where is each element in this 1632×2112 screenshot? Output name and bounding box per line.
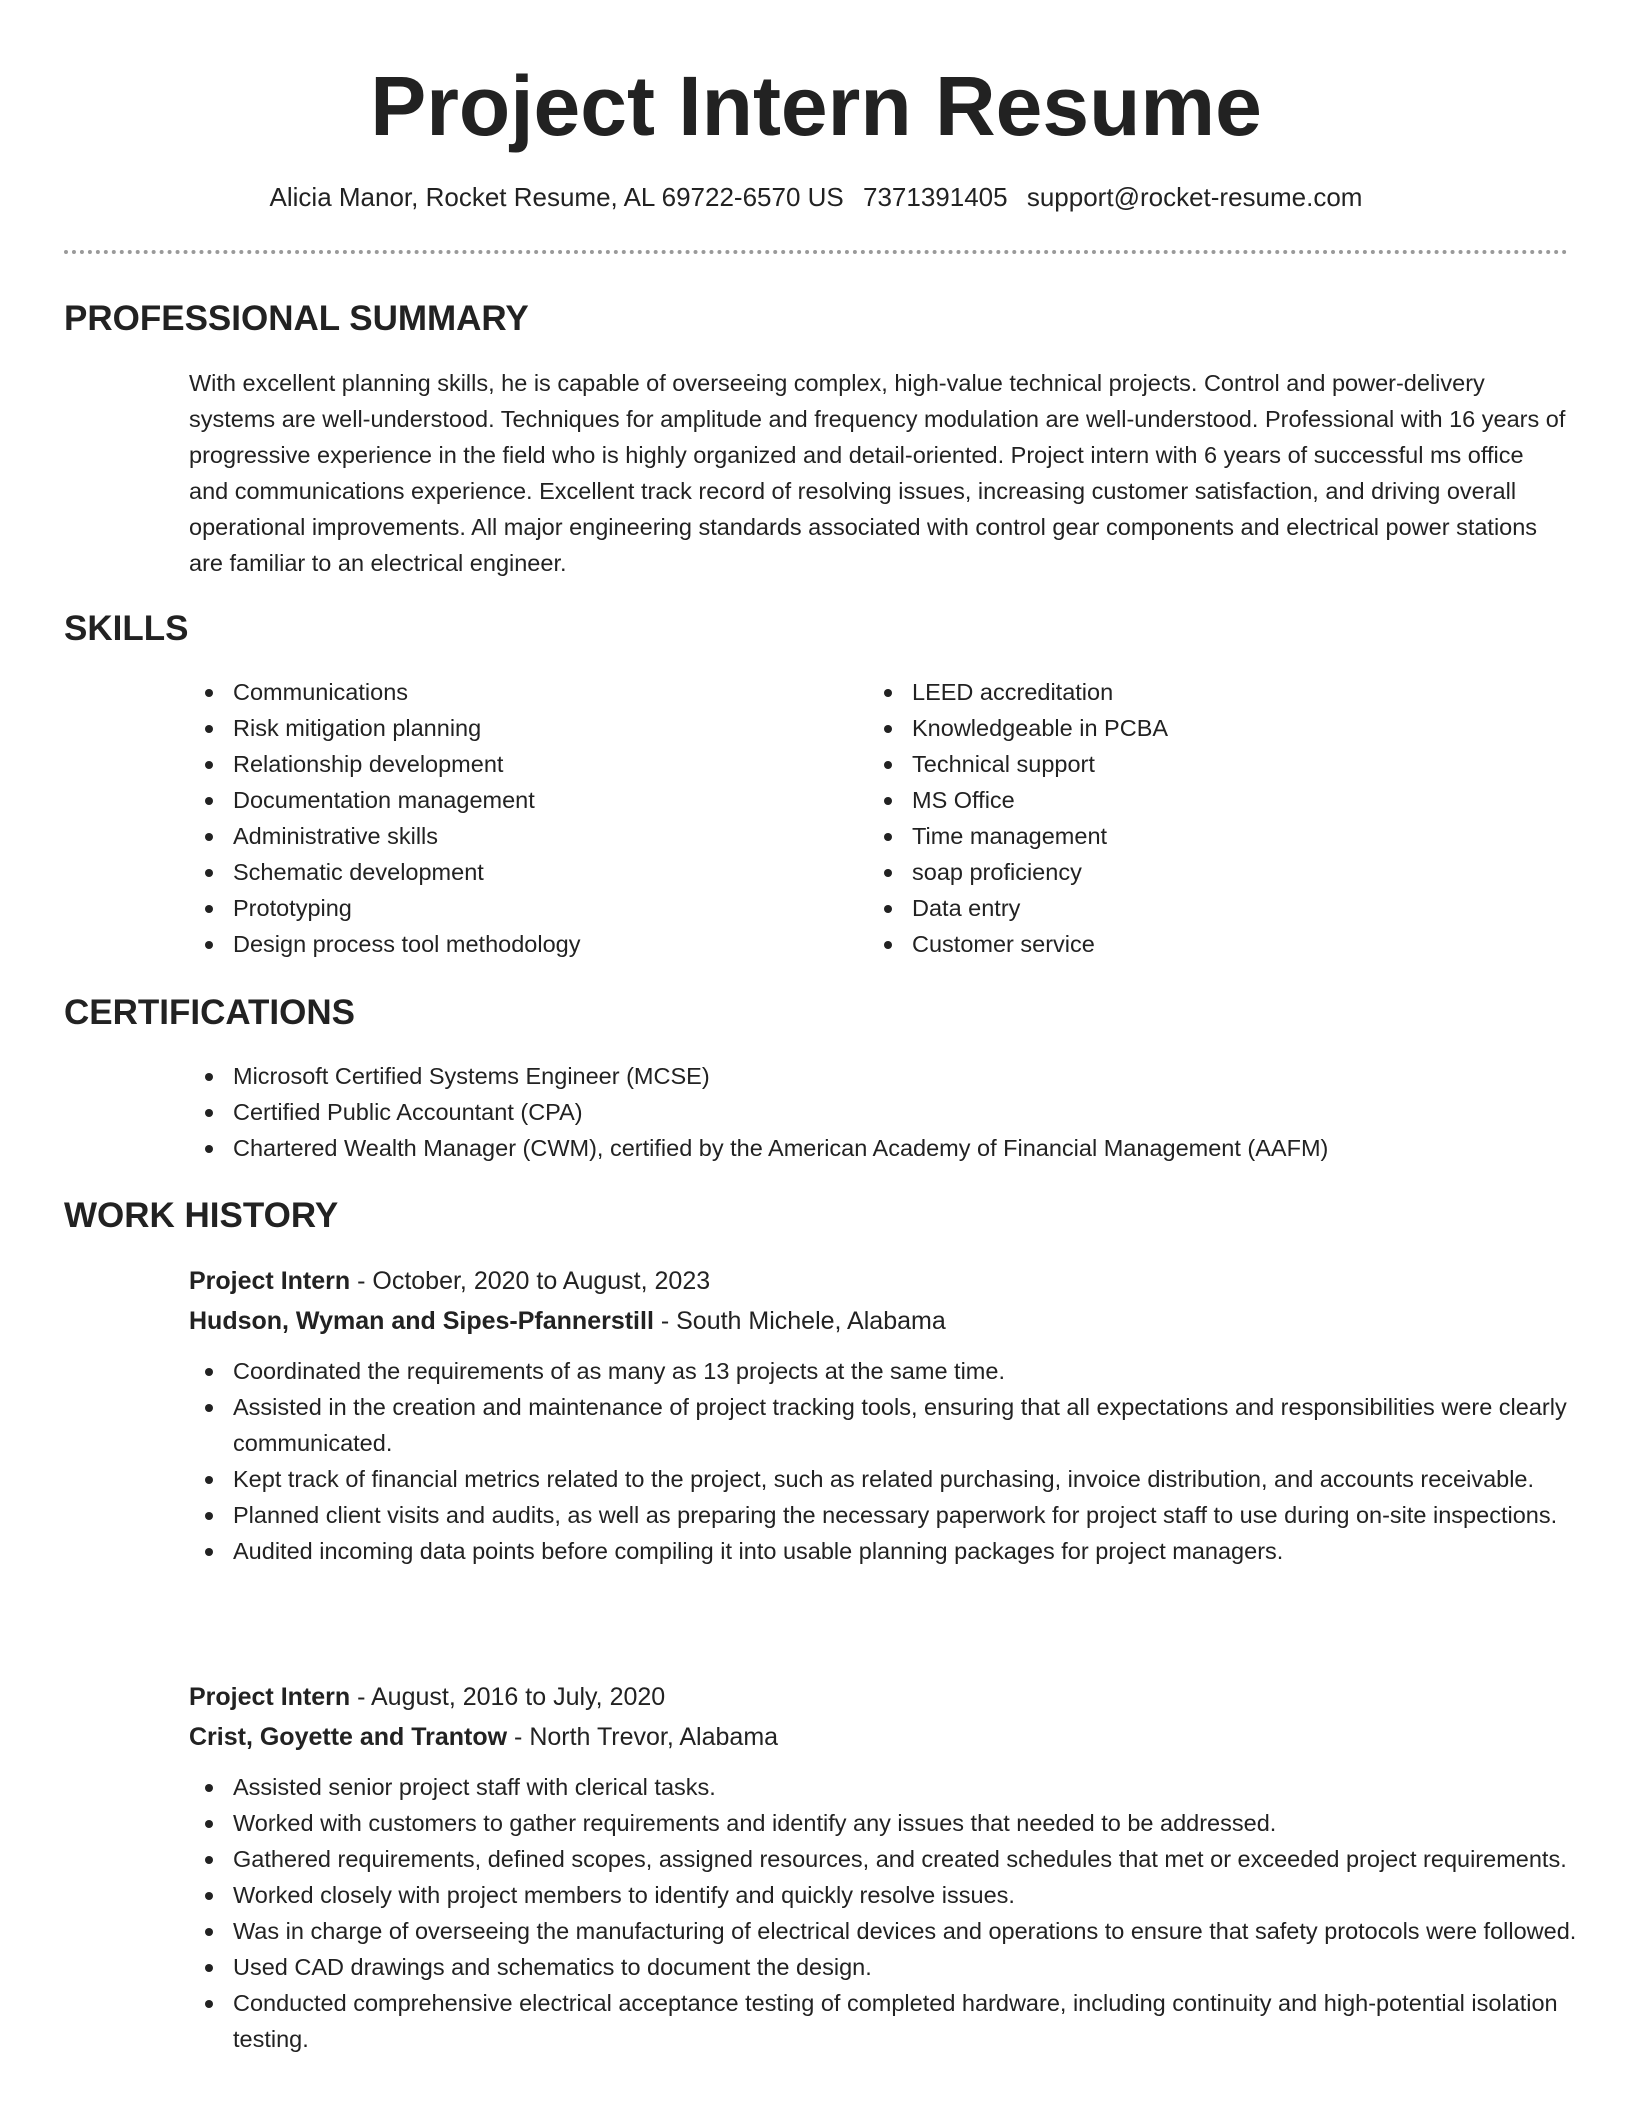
job-bullet: Was in charge of overseeing the manufacturing of electrical devices and operations to ensure that safety protocols were followed. [189,1913,1589,1949]
job-entry [189,1677,1589,2057]
skill-item: Knowledgeable in PCBA [868,710,1488,746]
skill-item: Documentation management [189,782,809,818]
skills-list-left [189,674,809,962]
job-bullet: Kept track of financial metrics related to the project, such as related purchasing, invoice distribution, and accounts receivable. [189,1461,1589,1497]
contact-phone: 7371391405 [863,182,1008,212]
job-location: - North Trevor, Alabama [507,1723,779,1751]
header-divider [64,250,1568,254]
job-entry [189,1261,1589,1569]
job-location: - South Michele, Alabama [653,1307,946,1335]
page-title: Project Intern Resume [370,59,1262,153]
work-history-heading: WORK HISTORY [64,1196,339,1235]
job-bullet: Audited incoming data points before compiling it into usable planning packages for project managers. [189,1533,1589,1569]
job-bullet: Gathered requirements, defined scopes, assigned resources, and created schedules that met or exceeded project requirements. [189,1841,1589,1877]
job-bullet: Worked closely with project members to identify and quickly resolve issues. [189,1877,1589,1913]
contact-email: support@rocket-resume.com [1026,182,1363,212]
job-company-line [189,1301,1589,1341]
skill-item: Communications [189,674,809,710]
certifications-heading: CERTIFICATIONS [64,993,356,1032]
job-bullet: Planned client visits and audits, as well as preparing the necessary paperwork for project staff to use during on-site inspections. [189,1497,1589,1533]
job-title-line [189,1261,1589,1301]
summary-text: With excellent planning skills, he is capable of overseeing complex, high-value technical projects. Control and power-delivery systems are well-understood. Techniques for amplitude and frequency modulation are well-understood. Professional with 16 years of progressive experience in the field who is highly organized and detail-oriented. Project intern with 6 years of successful ms office and communications experience. Excellent track record of resolving issues, increasing customer satisfaction, and driving overall operational improvements. All major engineering standards associated with control gear components and electrical power stations are familiar to an electrical engineer. [189,370,1566,576]
skills-heading: SKILLS [64,609,189,648]
job-title: Project Intern [189,1267,351,1295]
skill-item: Customer service [868,926,1488,962]
certification-item: Chartered Wealth Manager (CWM), certified by the American Academy of Financial Management (AAFM) [189,1130,1589,1166]
certification-item: Microsoft Certified Systems Engineer (MCSE) [189,1058,1589,1094]
skill-item: Administrative skills [189,818,809,854]
skill-item: Data entry [868,890,1488,926]
job-bullet: Used CAD drawings and schematics to document the design. [189,1949,1589,1985]
skill-item: soap proficiency [868,854,1488,890]
job-bullet: Assisted in the creation and maintenance of project tracking tools, ensuring that all expectations and responsibilities were clearly communicated. [189,1389,1589,1461]
skill-item: Risk mitigation planning [189,710,809,746]
job-bullet-list [189,1353,1589,1569]
certifications-list [189,1058,1589,1166]
certification-item: Certified Public Accountant (CPA) [189,1094,1589,1130]
job-dates: - August, 2016 to July, 2020 [350,1683,666,1711]
skill-item: Time management [868,818,1488,854]
job-company: Hudson, Wyman and Sipes-Pfannerstill [189,1307,654,1335]
skill-item: Relationship development [189,746,809,782]
job-title-line [189,1677,1589,1717]
job-bullet: Coordinated the requirements of as many as 13 projects at the same time. [189,1353,1589,1389]
summary-heading: PROFESSIONAL SUMMARY [64,299,529,338]
job-bullet-list [189,1769,1589,2057]
job-dates: - October, 2020 to August, 2023 [350,1267,711,1295]
skill-item: Design process tool methodology [189,926,809,962]
skill-item: Schematic development [189,854,809,890]
job-bullet: Worked with customers to gather requirements and identify any issues that needed to be addressed. [189,1805,1589,1841]
job-bullet: Conducted comprehensive electrical acceptance testing of completed hardware, including continuity and high-potential isolation testing. [189,1985,1589,2057]
skills-list-right [868,674,1488,962]
job-company-line [189,1717,1589,1757]
job-company: Crist, Goyette and Trantow [189,1723,508,1751]
job-title: Project Intern [189,1683,351,1711]
contact-address: Alicia Manor, Rocket Resume, AL 69722-6570 US [269,182,844,212]
skill-item: Prototyping [189,890,809,926]
skill-item: Technical support [868,746,1488,782]
contact-line [0,180,1632,214]
job-bullet: Assisted senior project staff with clerical tasks. [189,1769,1589,1805]
skill-item: MS Office [868,782,1488,818]
skill-item: LEED accreditation [868,674,1488,710]
